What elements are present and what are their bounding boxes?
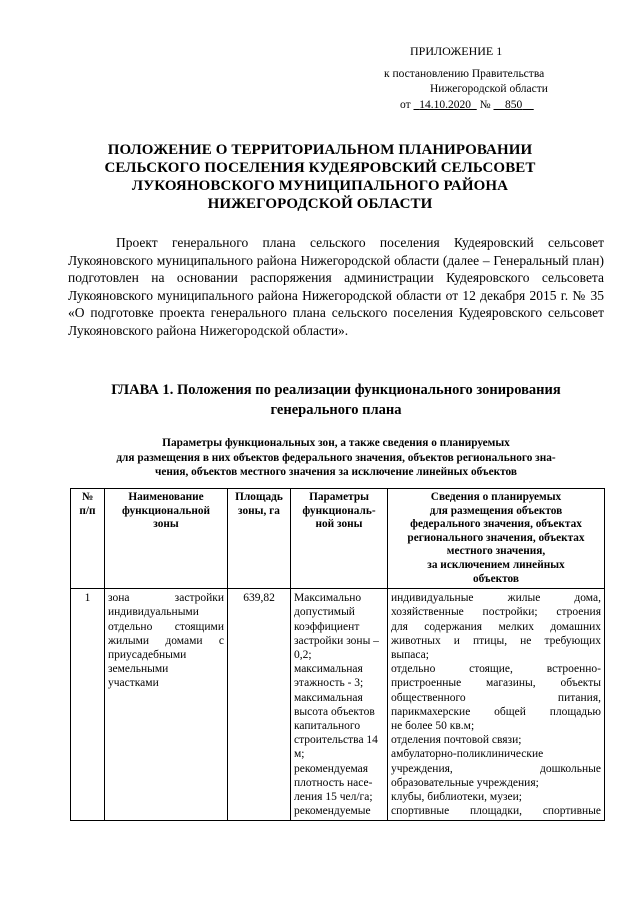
caption-line: для размещения в них объектов федерального значения, объектов регионального зна- <box>116 451 556 464</box>
table-row <box>71 589 605 821</box>
date-prefix: от <box>400 99 411 111</box>
number-prefix: № <box>479 99 491 111</box>
header-area: Площадь зоны, га <box>228 489 291 589</box>
title-line: ЛУКОЯНОВСКОГО МУНИЦИПАЛЬНОГО РАЙОНА <box>131 178 509 194</box>
cell-planned-objects: индивидуальные жилые дома, хозяйственные постройки; строения для содержания мелких домашних животных и птицы, не требующих выпаса; отдельно стоящие, встроенно- пристроенные магазины, объекты общественного питания, парикмахерские общей площадью не более 50 кв.м; отделения почтовой связи; амбулаторно-поликлинические учреждения, дошкольные образовательные учреждения; клубы, библиотеки, музеи; спортивные площадки, спортивные <box>388 589 605 821</box>
document-title <box>60 141 580 213</box>
header-parameters: Параметры функциональ- ной зоны <box>291 489 388 589</box>
table-caption <box>68 436 604 480</box>
chapter-label: ГЛАВА 1 <box>111 382 170 398</box>
appendix-date-number-line <box>400 99 620 111</box>
header-zone-name: Наименование функциональной зоны <box>105 489 228 589</box>
title-line: НИЖЕГОРОДСКОЙ ОБЛАСТИ <box>207 196 433 212</box>
intro-paragraph: Проект генерального плана сельского поселения Кудеяровский сельсовет Лукояновского муниципального района Нижегородской области (далее – Генеральный план) подготовлен на основании распоряжения администрации Кудеяровского сельсовета Лукояновского муниципального района Нижегородской области от 12 декабря 2015 г. № 35 «О подготовке проекта генерального плана сельского поселения Кудеяровского сельсовет Лукояновского района Нижегородской области». <box>68 235 604 338</box>
chapter-text: . Положения по реализации функционального зонирования генерального плана <box>169 382 561 418</box>
chapter-heading <box>68 380 604 420</box>
header-planned-objects: Сведения о планируемых для размещения объектов федерального значения, объектах регионального значения, объектах местного значения, за исключением линейных объектов <box>388 489 605 589</box>
appendix-region-line: Нижегородской области <box>430 83 548 95</box>
cell-number: 1 <box>71 589 105 821</box>
header-number: № п/п <box>71 489 105 589</box>
table-header-row <box>71 489 605 589</box>
appendix-title: ПРИЛОЖЕНИЕ 1 <box>410 44 503 58</box>
title-line: ПОЛОЖЕНИЕ О ТЕРРИТОРИАЛЬНОМ ПЛАНИРОВАНИИ <box>107 142 533 158</box>
zones-table <box>70 488 605 821</box>
number-value: 850 <box>504 99 523 111</box>
cell-area: 639,82 <box>228 589 291 821</box>
cell-zone-name: зона застройки индивидуальными отдельно стоящими жилыми домами с приусадебными земельными участками <box>105 589 228 821</box>
caption-line: Параметры функциональных зон, а также сведения о планируемых <box>162 437 510 449</box>
caption-line: чения, объектов местного значения за исключение линейных объектов <box>155 466 517 479</box>
title-line: СЕЛЬСКОГО ПОСЕЛЕНИЯ КУДЕЯРОВСКИЙ СЕЛЬСОВЕТ <box>104 160 536 176</box>
date-value: 14.10.2020 <box>419 99 471 111</box>
appendix-resolution-line: к постановлению Правительства <box>384 68 545 80</box>
cell-parameters: Максимально допустимый коэффициент застройки зоны – 0,2; максимальная этажность - 3; максимальная высота объектов капитального строительства 14 м; рекомендуемая плотность насе- ления 15 чел/га; рекомендуемые <box>291 589 388 821</box>
